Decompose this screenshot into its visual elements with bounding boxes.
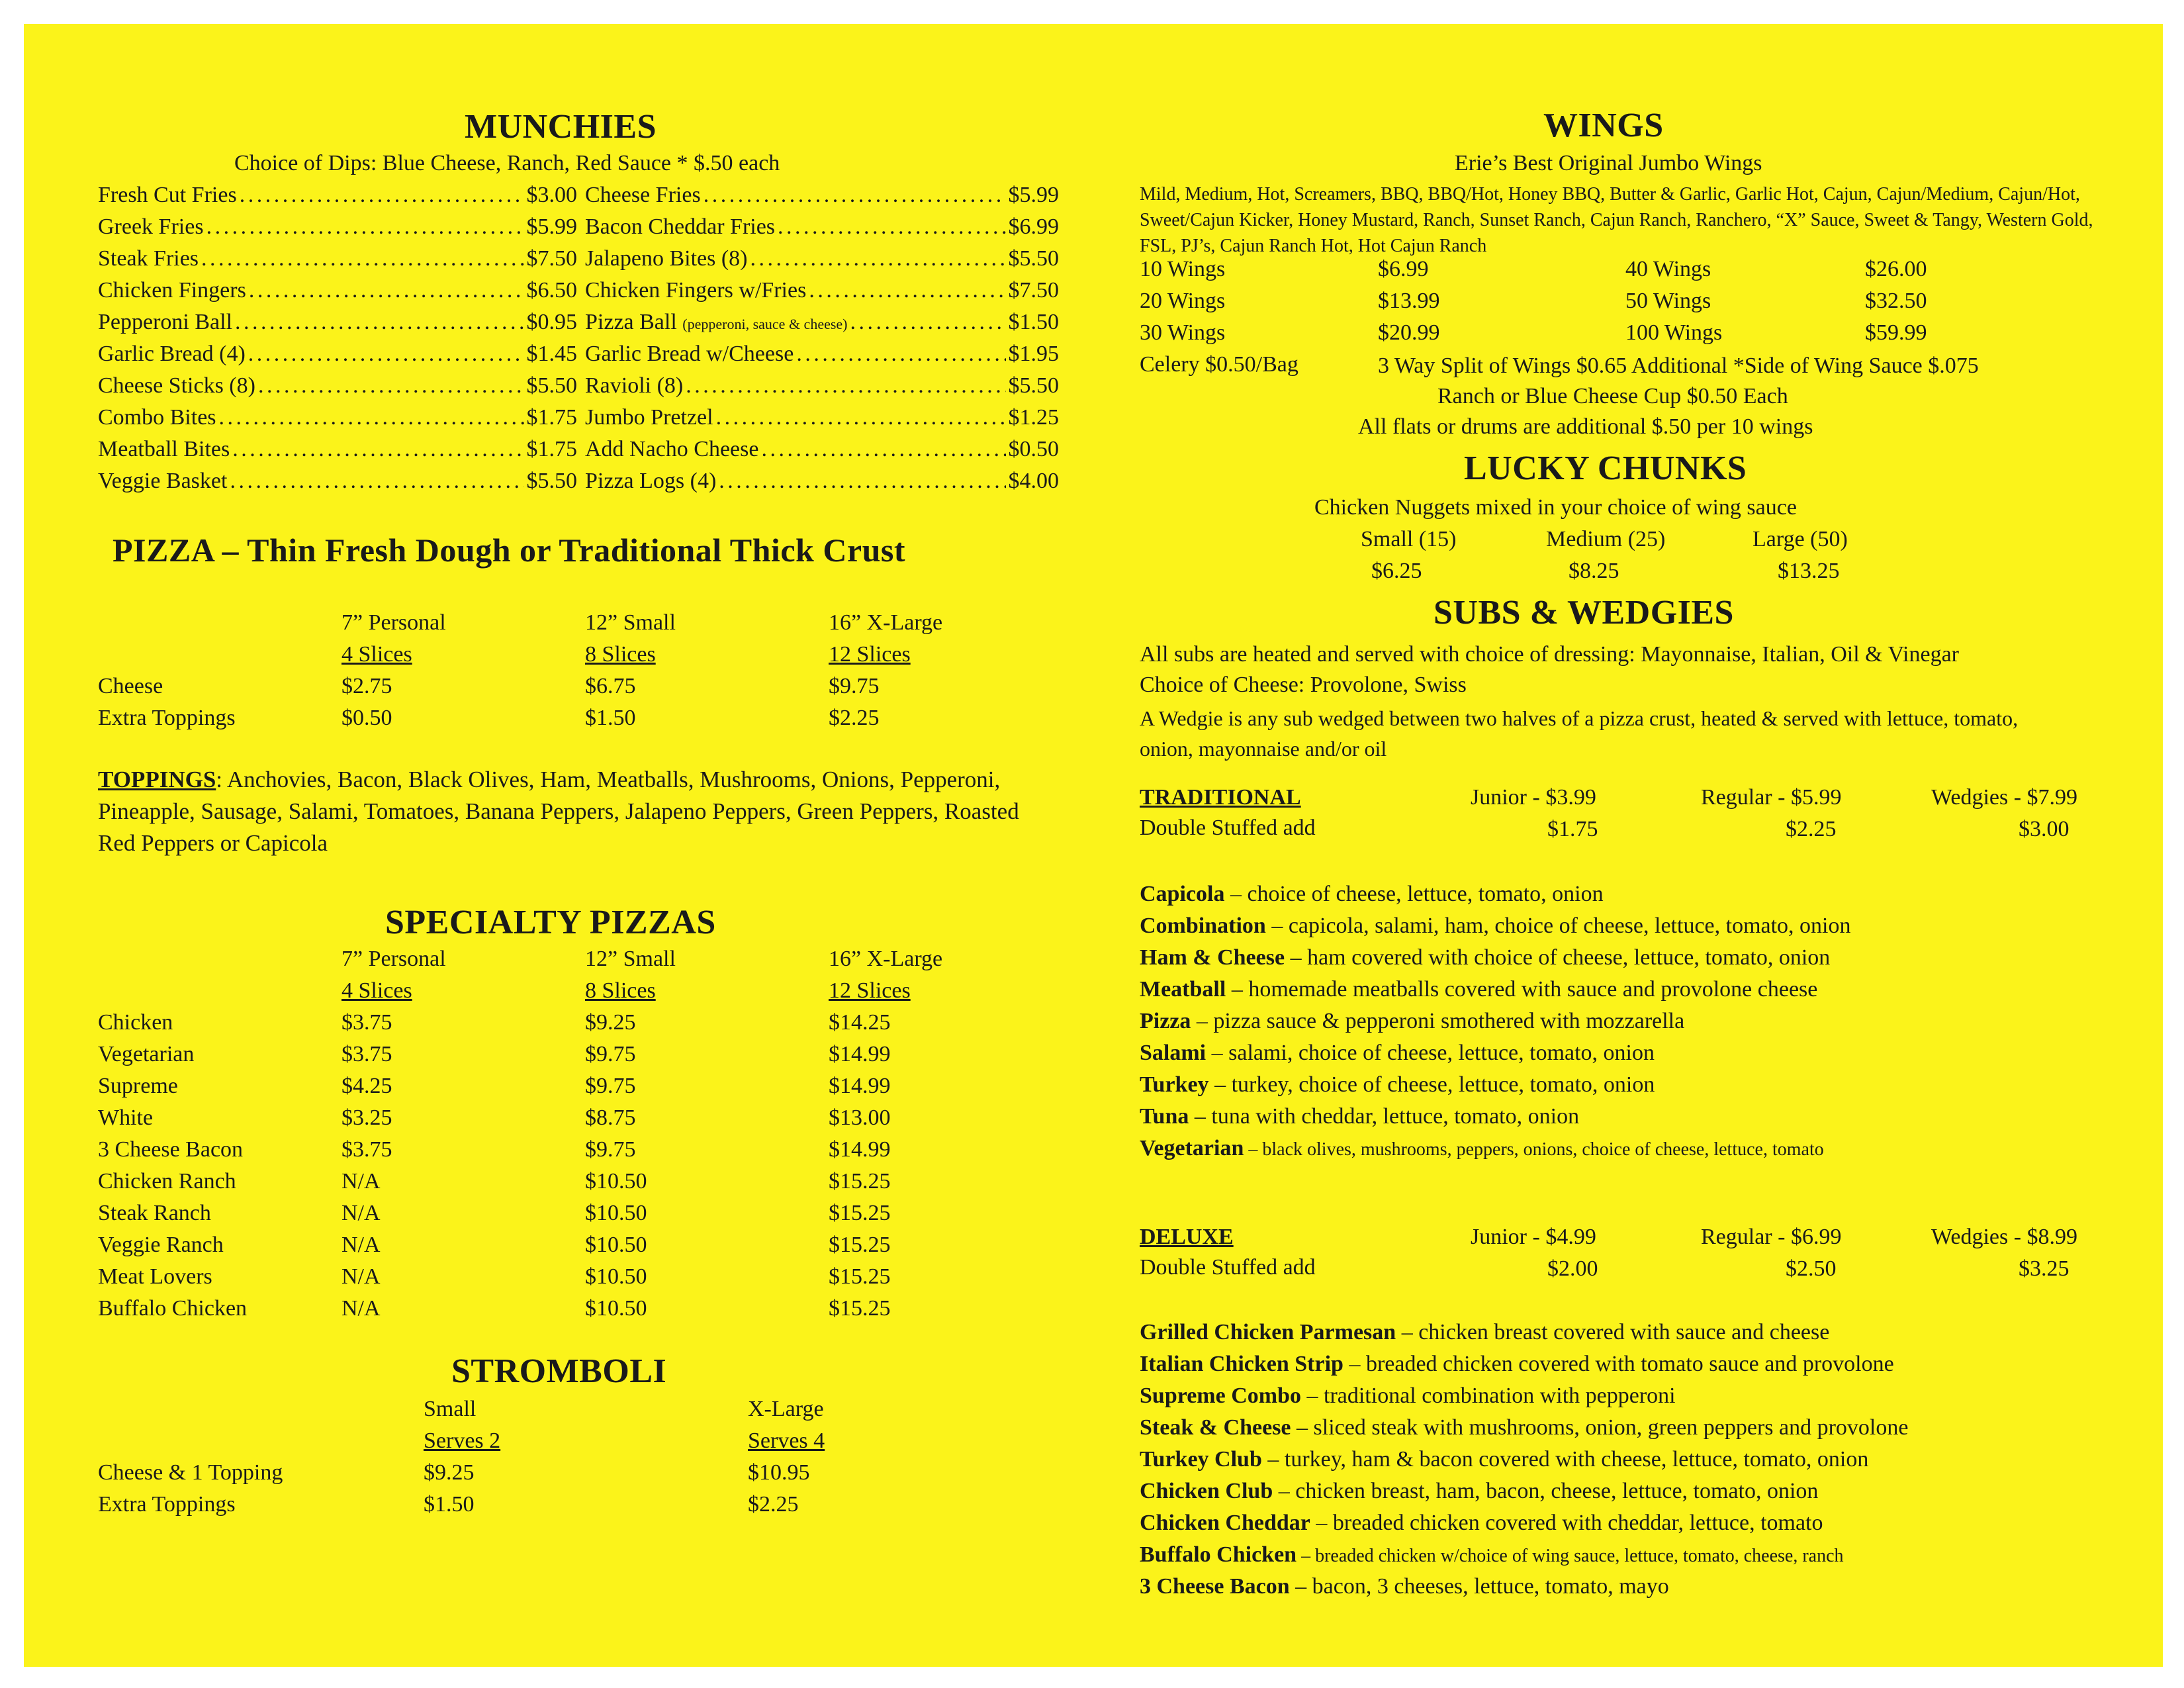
row-label: 10 Wings [1140, 257, 1226, 281]
toppings-label: TOPPINGS [98, 767, 216, 792]
subs-line-2: Choice of Cheese: Provolone, Swiss [1140, 673, 1467, 697]
list-item: 3 Cheese Bacon – bacon, 3 cheeses, lettuce, tomato, mayo [1140, 1574, 1669, 1599]
price: $3.75 [341, 1010, 392, 1035]
specialty-size-2: 12” Small [585, 947, 676, 971]
deluxe-stuffed-label: Double Stuffed add [1140, 1255, 1316, 1280]
price: N/A [341, 1233, 381, 1257]
row-label: Extra Toppings [98, 706, 236, 730]
traditional-wedgies: Wedgies - $7.99 [1931, 785, 2078, 810]
price: $13.25 [1778, 559, 1840, 583]
stromboli-size-2: X-Large [748, 1397, 824, 1421]
wings-flats: All flats or drums are additional $.50 per 10 wings [1358, 414, 1813, 439]
price: $1.75 [1547, 817, 1598, 841]
specialty-slices-2: 8 Slices [585, 978, 656, 1003]
deluxe-label: DELUXE [1140, 1225, 1234, 1249]
list-item: Turkey – turkey, choice of cheese, lettuce, tomato, onion [1140, 1072, 1655, 1097]
stromboli-serves-2: Serves 4 [748, 1429, 825, 1453]
size-label: Small (15) [1361, 527, 1457, 551]
price: $14.25 [829, 1010, 891, 1035]
menu-sheet [24, 24, 2163, 1667]
deluxe-regular: Regular - $6.99 [1701, 1225, 1842, 1249]
price: $32.50 [1865, 289, 1927, 313]
list-item: Combo Bites . . . $1.75 [98, 405, 577, 430]
lucky-subtitle: Chicken Nuggets mixed in your choice of wing sauce [1314, 495, 1797, 520]
price: $2.25 [1786, 817, 1837, 841]
item-note: (pepperoni, sauce & cheese) [682, 316, 848, 332]
row-label: Supreme [98, 1074, 178, 1098]
traditional-stuffed-label: Double Stuffed add [1140, 816, 1316, 840]
row-label: Chicken Ranch [98, 1169, 236, 1194]
list-item: Meatball Bites . . . $1.75 [98, 437, 577, 462]
traditional-junior: Junior - $3.99 [1471, 785, 1596, 810]
list-item: Tuna – tuna with cheddar, lettuce, tomato, onion [1140, 1104, 1580, 1129]
wings-cups: Ranch or Blue Cheese Cup $0.50 Each [1437, 384, 1788, 408]
wings-celery: Celery $0.50/Bag [1140, 352, 1298, 377]
price: $9.25 [424, 1460, 475, 1485]
price: $10.95 [748, 1460, 810, 1485]
price: $6.99 [1378, 257, 1429, 281]
list-item: Greek Fries . . . $5.99 [98, 214, 577, 240]
row-label: Steak Ranch [98, 1201, 211, 1225]
price: $6.25 [1371, 559, 1422, 583]
price: $9.25 [585, 1010, 636, 1035]
price: $4.25 [341, 1074, 392, 1098]
row-label: Meat Lovers [98, 1264, 212, 1289]
row-label: 50 Wings [1625, 289, 1711, 313]
price: $3.25 [341, 1105, 392, 1130]
price: $2.75 [341, 674, 392, 698]
pizza-size-1: 7” Personal [341, 610, 446, 635]
list-item: Add Nacho Cheese . . . $0.50 [585, 437, 1059, 462]
price: N/A [341, 1264, 381, 1289]
row-label: 40 Wings [1625, 257, 1711, 281]
price: $10.50 [585, 1296, 647, 1321]
deluxe-junior: Junior - $4.99 [1471, 1225, 1596, 1249]
price: $2.25 [829, 706, 880, 730]
stromboli-title: STROMBOLI [451, 1352, 667, 1390]
price: $14.99 [829, 1042, 891, 1066]
list-item: Chicken Fingers w/Fries . . . $7.50 [585, 278, 1059, 303]
lucky-title: LUCKY CHUNKS [1464, 449, 1747, 487]
list-item: Salami – salami, choice of cheese, lettuce, tomato, onion [1140, 1041, 1655, 1065]
price: $13.99 [1378, 289, 1440, 313]
price: $2.50 [1786, 1256, 1837, 1281]
price: $26.00 [1865, 257, 1927, 281]
row-label: White [98, 1105, 154, 1130]
subs-title: SUBS & WEDGIES [1433, 594, 1734, 632]
price: N/A [341, 1296, 381, 1321]
pizza-slices-2: 8 Slices [585, 642, 656, 667]
row-label: Buffalo Chicken [98, 1296, 248, 1321]
stromboli-size-1: Small [424, 1397, 477, 1421]
price: $15.25 [829, 1201, 891, 1225]
price: $1.50 [585, 706, 636, 730]
pizza-slices-3: 12 Slices [829, 642, 911, 667]
list-item: Pepperoni Ball . . . $0.95 [98, 310, 577, 335]
list-item: Fresh Cut Fries . . . $3.00 [98, 183, 577, 208]
price: $15.25 [829, 1233, 891, 1257]
list-item: Italian Chicken Strip – breaded chicken covered with tomato sauce and provolone [1140, 1352, 1894, 1376]
wings-title: WINGS [1543, 107, 1664, 144]
list-item: Turkey Club – turkey, ham & bacon covered with cheese, lettuce, tomato, onion [1140, 1447, 1869, 1472]
list-item: Grilled Chicken Parmesan – chicken breast covered with sauce and cheese [1140, 1320, 1830, 1344]
list-item: Cheese Fries . . . $5.99 [585, 183, 1059, 208]
price: $9.75 [585, 1137, 636, 1162]
toppings-list [98, 764, 1058, 859]
pizza-size-3: 16” X-Large [829, 610, 943, 635]
price: $8.25 [1569, 559, 1619, 583]
list-item: Garlic Bread (4) . . . $1.45 [98, 342, 577, 367]
price: $6.75 [585, 674, 636, 698]
list-item: Pizza Logs (4) . . . $4.00 [585, 469, 1059, 494]
wings-subtitle: Erie’s Best Original Jumbo Wings [1455, 151, 1762, 175]
row-label: Cheese & 1 Topping [98, 1460, 283, 1485]
pizza-size-2: 12” Small [585, 610, 676, 635]
price: $9.75 [585, 1074, 636, 1098]
price: $10.50 [585, 1169, 647, 1194]
row-label: Chicken [98, 1010, 173, 1035]
subs-line-3: A Wedgie is any sub wedged between two halves of a pizza crust, heated & served with lettuce, tomato, onion, mayonnaise and/or oil [1140, 706, 2019, 761]
price: $15.25 [829, 1264, 891, 1289]
row-label: Extra Toppings [98, 1492, 236, 1517]
list-item: Chicken Club – chicken breast, ham, bacon, cheese, lettuce, tomato, onion [1140, 1479, 1819, 1503]
specialty-title: SPECIALTY PIZZAS [385, 904, 716, 941]
list-item: Meatball – homemade meatballs covered with sauce and provolone cheese [1140, 977, 1818, 1002]
price: $1.50 [424, 1492, 475, 1517]
list-item: Steak Fries . . . $7.50 [98, 246, 577, 271]
list-item: Garlic Bread w/Cheese . . . $1.95 [585, 342, 1059, 367]
size-label: Medium (25) [1546, 527, 1666, 551]
list-item: Ravioli (8) . . . $5.50 [585, 373, 1059, 399]
price: $10.50 [585, 1201, 647, 1225]
price: $10.50 [585, 1233, 647, 1257]
price: $13.00 [829, 1105, 891, 1130]
deluxe-wedgies: Wedgies - $8.99 [1931, 1225, 2078, 1249]
list-item: Chicken Cheddar – breaded chicken covered with cheddar, lettuce, tomato [1140, 1511, 1823, 1535]
price: $3.00 [2019, 817, 2070, 841]
list-item: Cheese Sticks (8) . . . $5.50 [98, 373, 577, 399]
traditional-regular: Regular - $5.99 [1701, 785, 1842, 810]
pizza-slices-1: 4 Slices [341, 642, 412, 667]
specialty-size-3: 16” X-Large [829, 947, 943, 971]
price: $15.25 [829, 1169, 891, 1194]
price: $20.99 [1378, 320, 1440, 345]
list-item: Veggie Basket . . . $5.50 [98, 469, 577, 494]
traditional-label: TRADITIONAL [1140, 785, 1301, 810]
price: $15.25 [829, 1296, 891, 1321]
list-item: Jalapeno Bites (8) . . . $5.50 [585, 246, 1059, 271]
wings-flavors: Mild, Medium, Hot, Screamers, BBQ, BBQ/Hot, Honey BBQ, Butter & Garlic, Garlic Hot, Cajun, Cajun/Medium, Cajun/Hot, Sweet/Cajun Kicker, Honey Mustard, Ranch, Sunset Ranch, Cajun Ranch, Ranchero, “X” Sauce, Sweet & Tangy, Western Gold, FSL, PJ’s, Cajun Ranch Hot, Hot Cajun Ranch [1140, 184, 2093, 256]
row-label: Vegetarian [98, 1042, 195, 1066]
price: $2.00 [1547, 1256, 1598, 1281]
price: $3.75 [341, 1137, 392, 1162]
list-item: Supreme Combo – traditional combination with pepperoni [1140, 1383, 1676, 1408]
row-label: Veggie Ranch [98, 1233, 224, 1257]
munchies-title: MUNCHIES [465, 108, 657, 146]
price: $59.99 [1865, 320, 1927, 345]
price: $3.25 [2019, 1256, 2070, 1281]
pizza-title: PIZZA – Thin Fresh Dough or Traditional Thick Crust [113, 532, 906, 569]
list-item: Pizza Ball (pepperoni, sauce & cheese) . . . $1.50 [585, 310, 1059, 335]
price: $8.75 [585, 1105, 636, 1130]
list-item: Vegetarian – black olives, mushrooms, peppers, onions, choice of cheese, lettuce, tomato [1140, 1136, 1824, 1160]
price: $14.99 [829, 1074, 891, 1098]
price: N/A [341, 1169, 381, 1194]
list-item: Ham & Cheese – ham covered with choice of cheese, lettuce, tomato, onion [1140, 945, 1831, 970]
price: $9.75 [585, 1042, 636, 1066]
price: $0.50 [341, 706, 392, 730]
specialty-size-1: 7” Personal [341, 947, 446, 971]
price: $9.75 [829, 674, 880, 698]
wings-split: 3 Way Split of Wings $0.65 Additional *Side of Wing Sauce $.075 [1378, 353, 1979, 378]
list-item: Buffalo Chicken – breaded chicken w/choice of wing sauce, lettuce, tomato, cheese, ranch [1140, 1542, 1844, 1567]
list-item: Jumbo Pretzel . . . $1.25 [585, 405, 1059, 430]
toppings-text: : Anchovies, Bacon, Black Olives, Ham, Meatballs, Mushrooms, Onions, Pepperoni, Pineapple, Sausage, Salami, Tomatoes, Banana Peppers, Jalapeno Peppers, Green Peppers, Roasted Red Peppers or Capicola [98, 767, 1019, 856]
price: N/A [341, 1201, 381, 1225]
list-item: Steak & Cheese – sliced steak with mushrooms, onion, green peppers and provolone [1140, 1415, 1909, 1440]
price: $10.50 [585, 1264, 647, 1289]
row-label: 3 Cheese Bacon [98, 1137, 244, 1162]
subs-line-1: All subs are heated and served with choice of dressing: Mayonnaise, Italian, Oil & Vinegar [1140, 642, 1959, 667]
row-label: 30 Wings [1140, 320, 1226, 345]
row-label: 100 Wings [1625, 320, 1723, 345]
list-item: Combination – capicola, salami, ham, choice of cheese, lettuce, tomato, onion [1140, 914, 1851, 938]
list-item: Chicken Fingers . . . $6.50 [98, 278, 577, 303]
price: $3.75 [341, 1042, 392, 1066]
stromboli-serves-1: Serves 2 [424, 1429, 501, 1453]
size-label: Large (50) [1752, 527, 1848, 551]
list-item: Capicola – choice of cheese, lettuce, tomato, onion [1140, 882, 1604, 906]
specialty-slices-1: 4 Slices [341, 978, 412, 1003]
row-label: Cheese [98, 674, 163, 698]
price: $2.25 [748, 1492, 799, 1517]
list-item: Bacon Cheddar Fries . . . $6.99 [585, 214, 1059, 240]
row-label: 20 Wings [1140, 289, 1226, 313]
price: $14.99 [829, 1137, 891, 1162]
specialty-slices-3: 12 Slices [829, 978, 911, 1003]
list-item: Pizza – pizza sauce & pepperoni smothered with mozzarella [1140, 1009, 1685, 1033]
munchies-dips: Choice of Dips: Blue Cheese, Ranch, Red Sauce * $.50 each [234, 151, 780, 175]
